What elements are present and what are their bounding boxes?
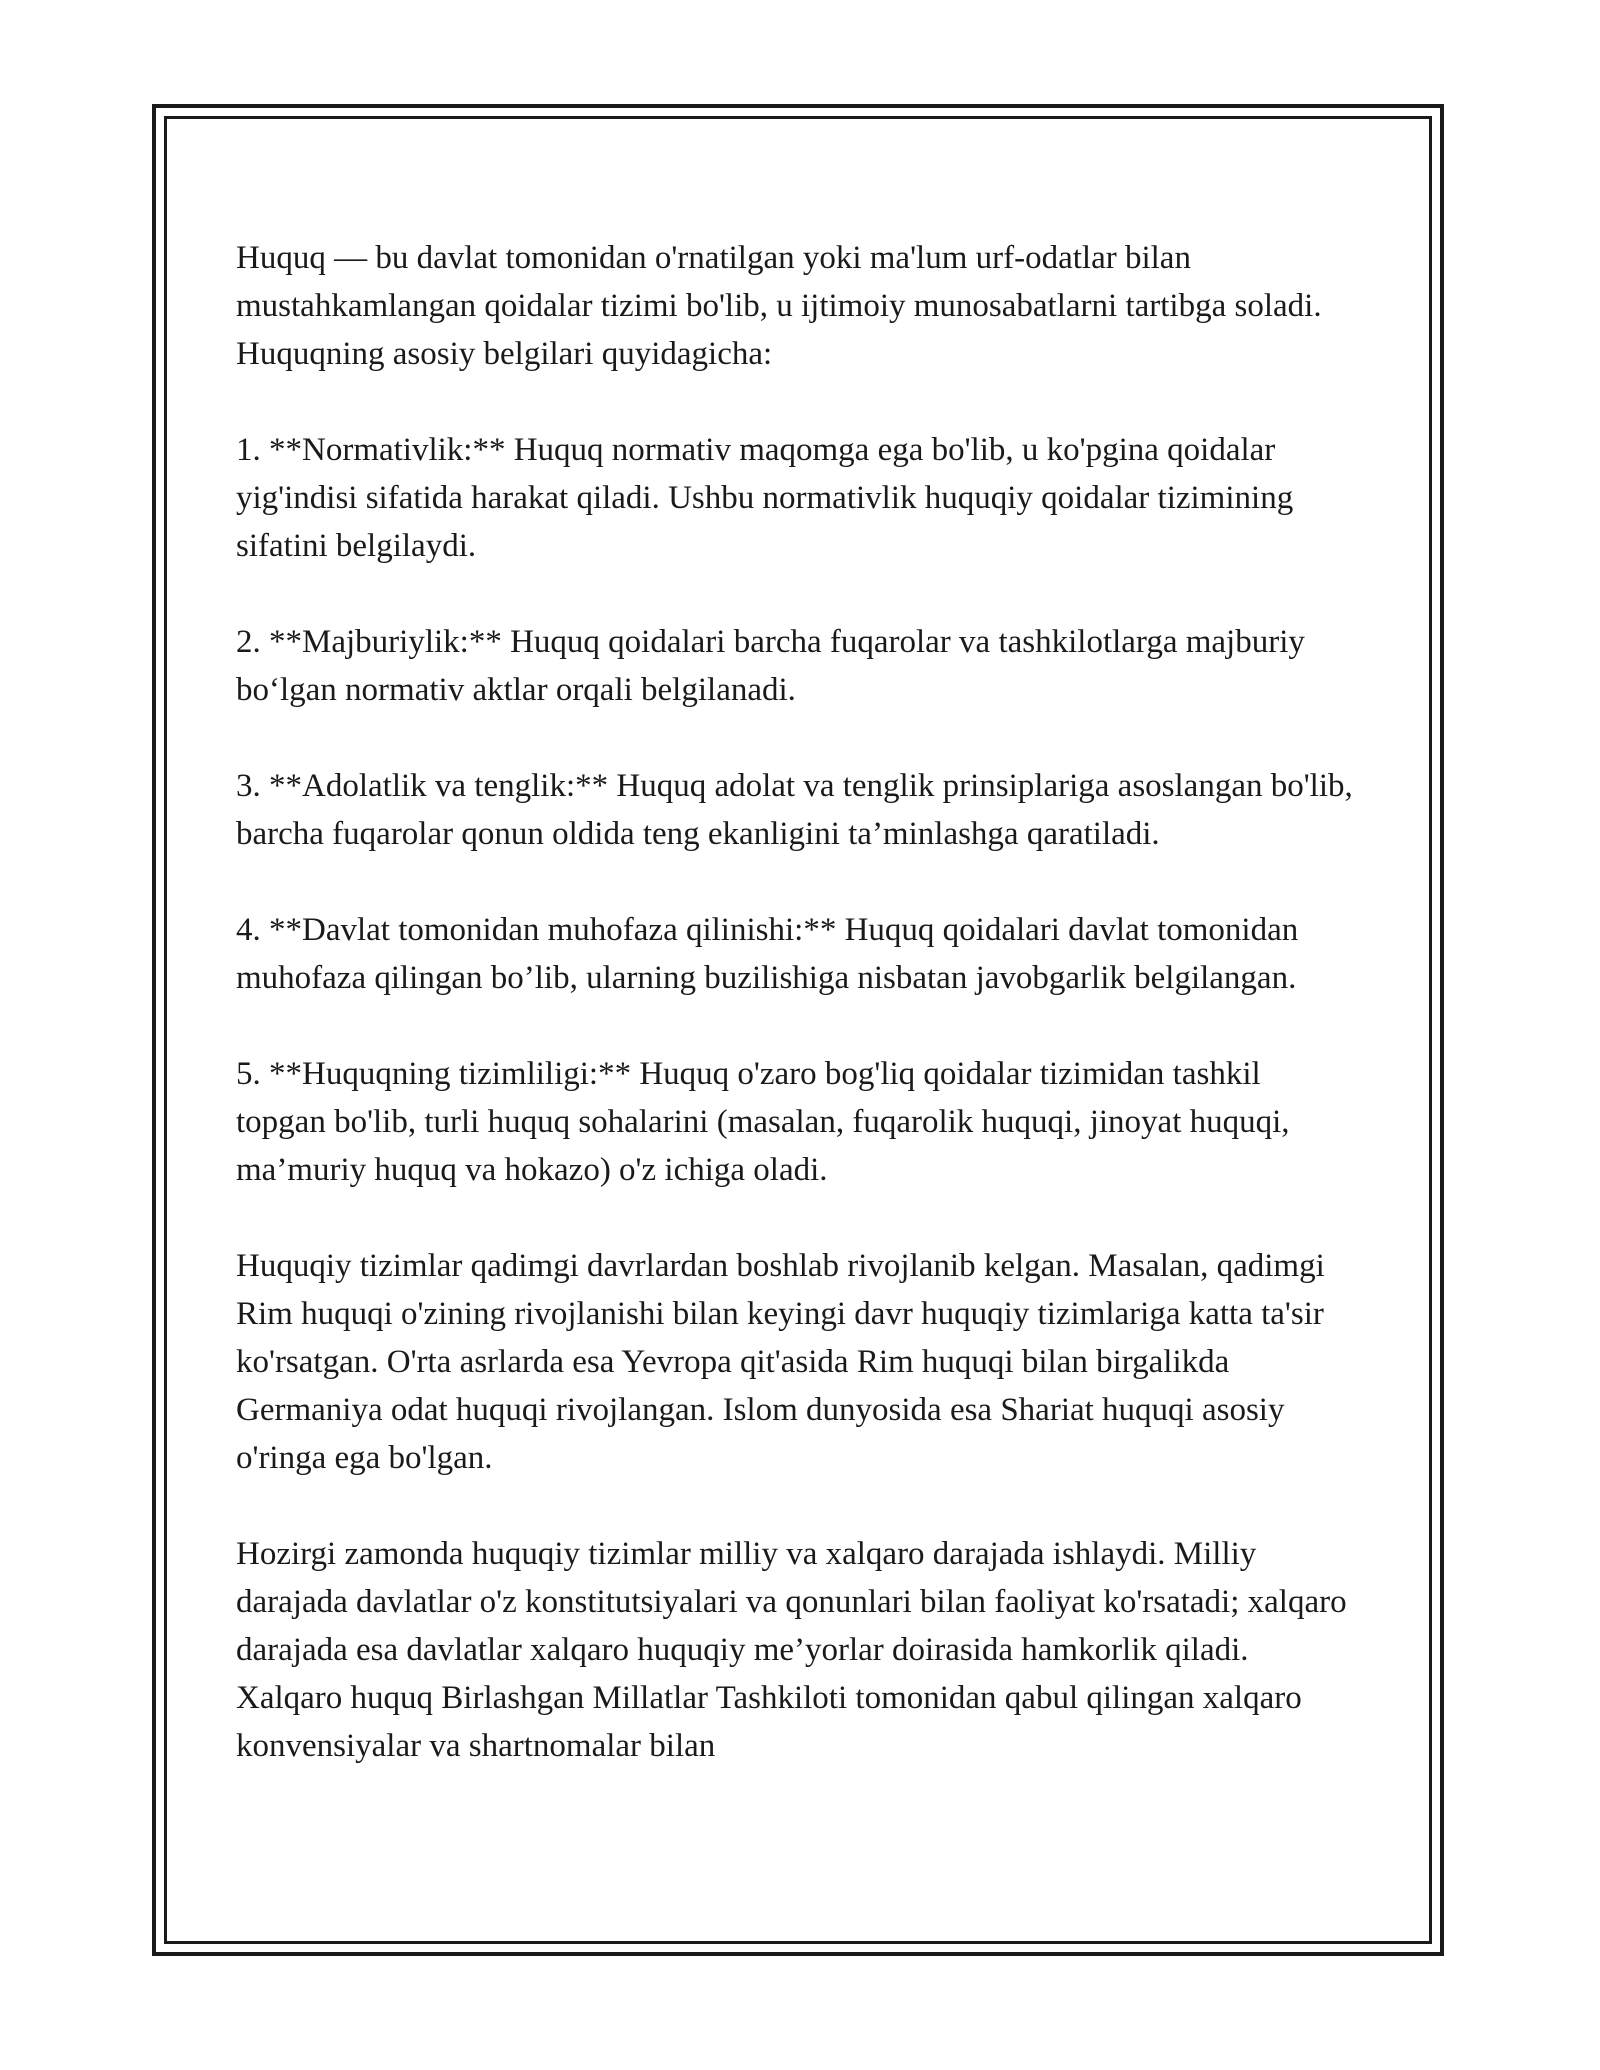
modern-paragraph: Hozirgi zamonda huquqiy tizimlar milliy va xalqaro darajada ishlaydi. Milliy darajada davlatlar o'z konstitutsiyalari va qonunlari bilan faoliyat ko'rsatadi; xalqaro darajada esa davlatlar xalqaro huquqiy me’yorlar doirasida hamkorlik qiladi. Xalqaro huquq Birlashgan Millatlar Tashkiloti tomonidan qabul qilingan xalqaro konvensiyalar va shartnomalar bilan	[236, 1536, 1347, 1764]
list-item-majburiylik: 2. **Majburiylik:** Huquq qoidalari barcha fuqarolar va tashkilotlarga majburiy bo‘lgan normativ aktlar orqali belgilanadi.	[236, 624, 1305, 708]
list-item-tizimlilik: 5. **Huquqning tizimliligi:** Huquq o'zaro bog'liq qoidalar tizimidan tashkil topgan bo'lib, turli huquq sohalarini (masalan, fuqarolik huquqi, jinoyat huquqi, ma’muriy huquq va hokazo) o'z ichiga oladi.	[236, 1056, 1290, 1188]
history-paragraph: Huquqiy tizimlar qadimgi davrlardan boshlab rivojlanib kelgan. Masalan, qadimgi Rim huquqi o'zining rivojlanishi bilan keyingi davr huquqiy tizimlariga katta ta'sir ko'rsatgan. O'rta asrlarda esa Yevropa qit'asida Rim huquqi bilan birgalikda Germaniya odat huquqi rivojlangan. Islom dunyosida esa Shariat huquqi asosiy o'ringa ega bo'lgan.	[236, 1248, 1325, 1476]
list-item-normativlik: 1. **Normativlik:** Huquq normativ maqomga ega bo'lib, u ko'pgina qoidalar yig'indisi sifatida harakat qiladi. Ushbu normativlik huquqiy qoidalar tizimining sifatini belgilaydi.	[236, 432, 1294, 564]
document-body	[236, 234, 1356, 1770]
list-item-muhofaza: 4. **Davlat tomonidan muhofaza qilinishi:** Huquq qoidalari davlat tomonidan muhofaza qilingan bo’lib, ularning buzilishiga nisbatan javobgarlik belgilangan.	[236, 912, 1299, 996]
intro-paragraph: Huquq — bu davlat tomonidan o'rnatilgan yoki ma'lum urf-odatlar bilan mustahkamlangan qoidalar tizimi bo'lib, u ijtimoiy munosabatlarni tartibga soladi. Huquqning asosiy belgilari quyidagicha:	[236, 240, 1322, 372]
list-item-adolatlik: 3. **Adolatlik va tenglik:** Huquq adolat va tenglik prinsiplariga asoslangan bo'lib, barcha fuqarolar qonun oldida teng ekanligini ta’minlashga qaratiladi.	[236, 768, 1353, 852]
